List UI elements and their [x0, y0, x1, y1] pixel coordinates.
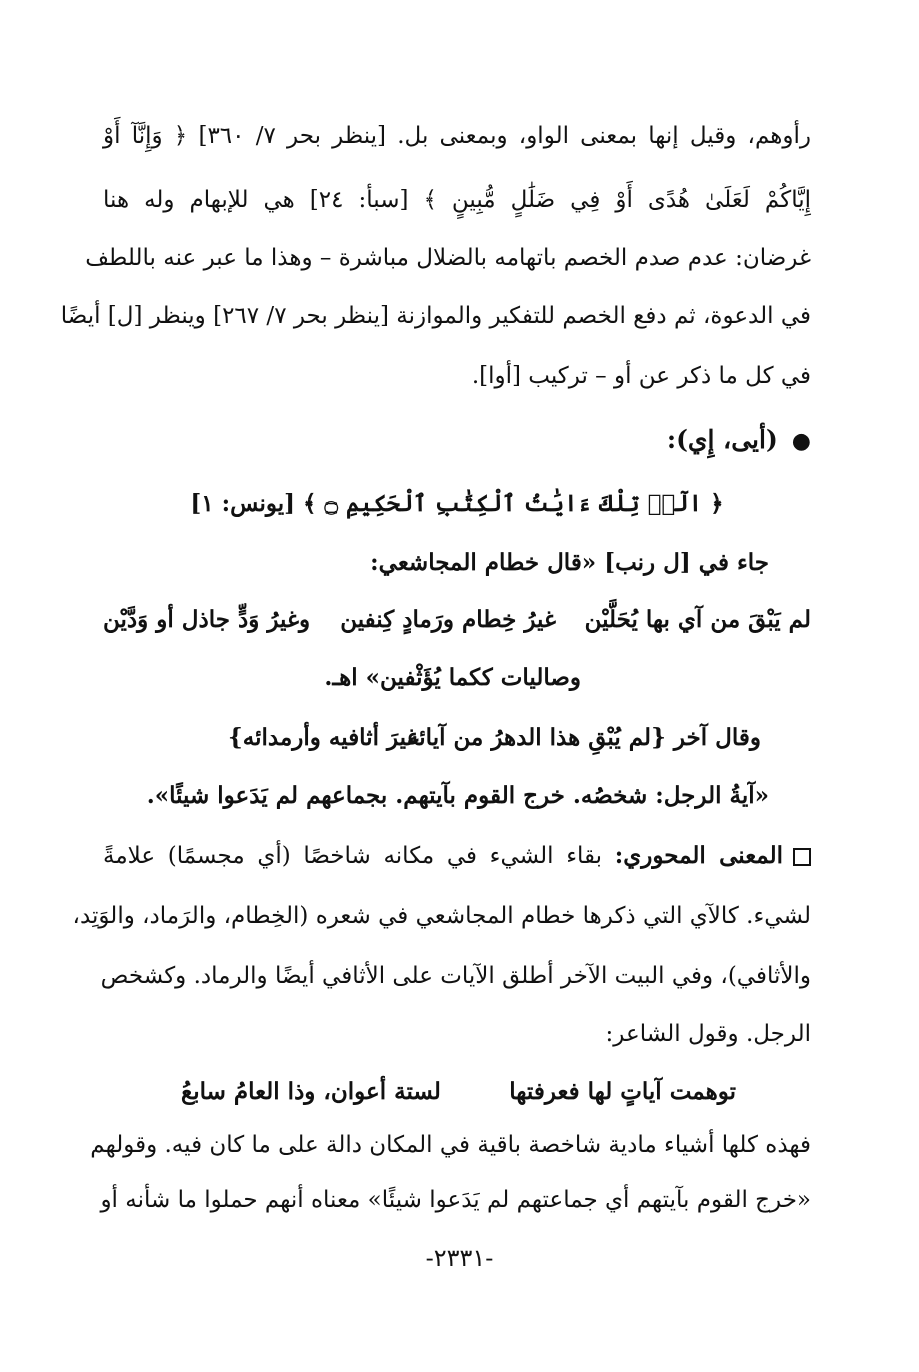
poem-3-row	[103, 1072, 811, 1112]
poem-1-hemistich-c: وغيرُ وَدٍّ جاذل أو وَدَّيْن	[103, 606, 311, 633]
poem-1-row-2	[103, 658, 811, 698]
paragraph-line-3: غرضان: عدم صدم الخصم باتهامه بالضلال مباشرة – وهذا ما عبر عنه باللطف	[85, 245, 811, 271]
final-line-2: «خرج القوم بآيتهم أي جماعتهم لم يَدَعوا شيئًا» معناه أنهم حملوا ما شأنه أو	[100, 1187, 811, 1213]
poem-1-line-2: وصاليات ككما يُؤَثْفين» اهـ.	[324, 664, 581, 691]
paragraph-line-5: في كل ما ذكر عن أو – تركيب [أوا].	[471, 363, 811, 389]
core-meaning-line-3: والأثافي)، وفي البيت الآخر أطلق الآيات على الأثافي أيضًا والرماد. وكشخص	[100, 963, 811, 989]
paragraph-line-2: إِيَّاكُمْ لَعَلَىٰ هُدًى أَوْ فِي ضَلَٰلٍ مُّبِينٍ ﴾ [سبأ: ٢٤] هي للإبهام وله هنا	[103, 187, 811, 213]
poem-1-hemistich-b: غيرُ خِطام ورَمادٍ كِنفين	[340, 606, 556, 633]
final-line-1: فهذه كلها أشياء مادية شاخصة باقية في المكان دالة على ما كان فيه. وقولهم	[90, 1132, 811, 1158]
intro-line: جاء في [ل رنب] «قال خطام المجاشعي:	[370, 549, 769, 576]
entry-heading	[103, 420, 811, 460]
entry-heading-text: (أيى، إِي):	[666, 425, 778, 454]
poem-1-row	[103, 600, 811, 640]
core-meaning-line-2: لشيء. كالآي التي ذكرها خطام المجاشعي في شعره (الخِطام، والرَماد، والوَتِد،	[72, 903, 811, 929]
poem-2-row	[103, 718, 811, 758]
core-meaning-line-1	[103, 836, 811, 876]
quran-verse: ﴿ الٓرۚ تِلْكَ ءَايَٰتُ ٱلْكِتَٰبِ ٱلْحَكِيمِ ۝ ﴾ [يونس: ١]	[190, 490, 724, 517]
poem-3-hemistich-b: لستة أعوان، وذا العامُ سابعُ	[181, 1078, 441, 1105]
poem-2-hemistich-b: غيرَ أثافيه وأرمدائه}	[228, 724, 419, 751]
paragraph-line-1: رأوهم، وقيل إنها بمعنى الواو، وبمعنى بل. [ينظر بحر ٧/ ٣٦٠] ﴿ وَإِنَّآ أَوْ	[103, 123, 811, 149]
core-meaning-label: المعنى المحوري:	[614, 842, 783, 869]
bullet-icon: ●	[791, 428, 811, 454]
square-icon	[793, 848, 811, 866]
quote-line: «آيةُ الرجل: شخصُه. خرج القوم بآيتهم. بجماعهم لم يَدَعوا شيئًا».	[146, 782, 769, 809]
poem-3-hemistich-a: توهمت آياتٍ لها فعرفتها	[509, 1078, 736, 1105]
core-meaning-text: بقاء الشيء في مكانه شاخصًا (أي مجسمًا) علامةً	[103, 843, 603, 869]
poem-2-hemistich-a: وقال آخر {لم يُبْقِ هذا الدهرُ من آيائه	[406, 724, 761, 751]
core-meaning-line-4: الرجل. وقول الشاعر:	[605, 1021, 811, 1047]
poem-1-hemistich-a: لم يَبْقَ من آي بها يُحَلَّيْن	[584, 606, 811, 633]
paragraph-line-4: في الدعوة، ثم دفع الخصم للتفكير والموازنة [ينظر بحر ٧/ ٢٦٧] وينظر [ل] أيضًا	[60, 303, 811, 329]
page-number: -٢٣٣١-	[425, 1244, 494, 1272]
